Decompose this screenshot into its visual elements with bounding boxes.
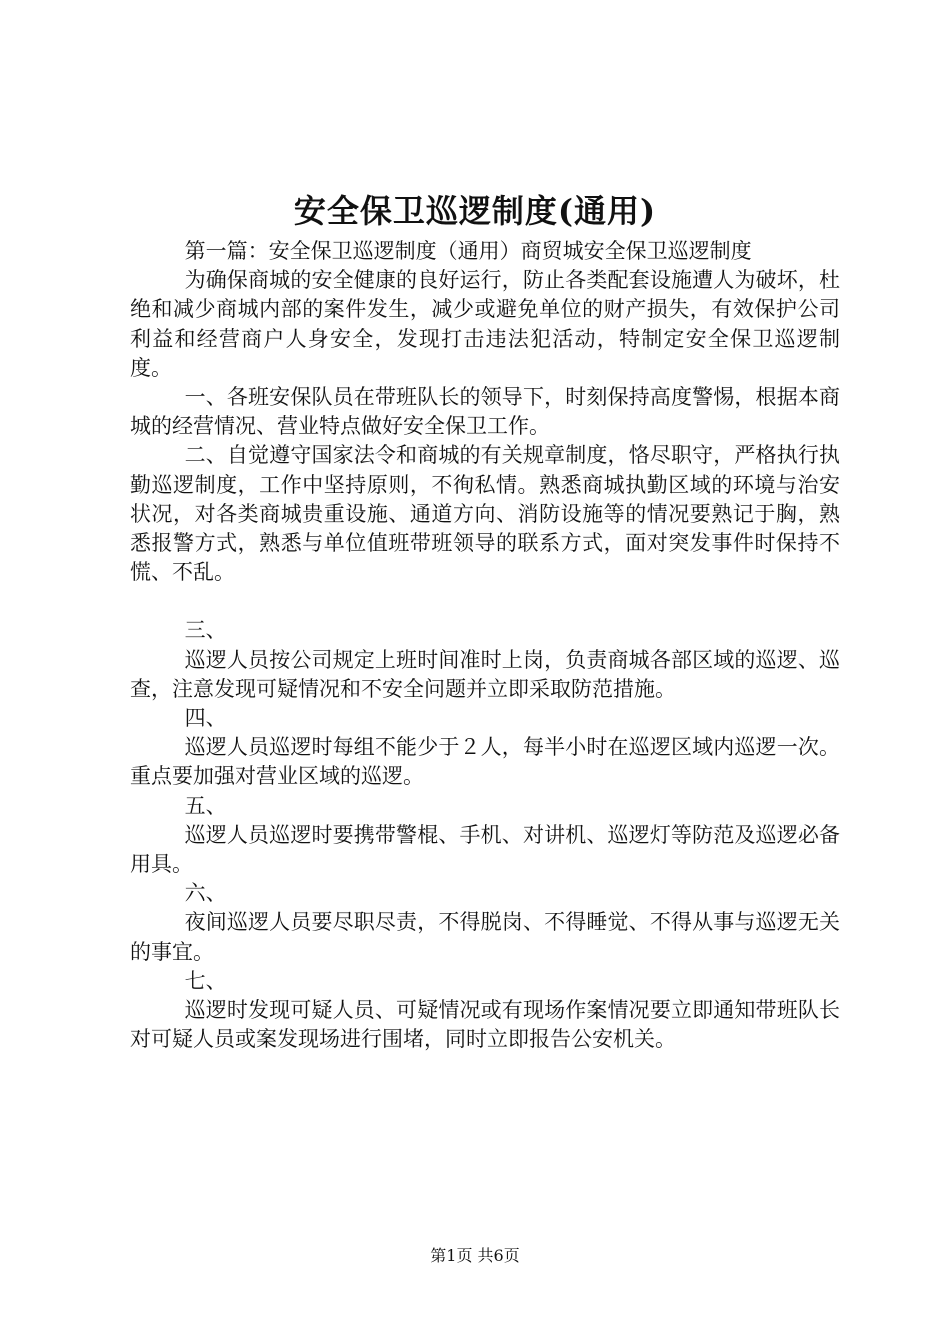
section-number-4: 四、 (184, 706, 227, 731)
section-number-3: 三、 (184, 618, 227, 643)
paragraph-rule-6: 夜间巡逻人员要尽职尽责，不得脱岗、不得睡觉、不得从事与巡逻无关的事宜。 (130, 910, 840, 964)
page-footer: 第1页 共6页 (430, 1246, 520, 1265)
section-number-7: 七、 (184, 968, 227, 993)
document-title: 安全保卫巡逻制度(通用) (293, 192, 657, 230)
section-number-6: 六、 (184, 881, 227, 906)
section-number-5: 五、 (184, 793, 227, 818)
document-body (130, 237, 840, 1054)
paragraph-intro: 为确保商城的安全健康的良好运行，防止各类配套设施遭人为破坏，杜绝和减少商城内部的案件发生，减少或避免单位的财产损失，有效保护公司利益和经营商户人身安全，发现打击违法犯活动，特制定安全保卫巡逻制度。 (130, 268, 840, 380)
paragraph-heading: 第一篇：安全保卫巡逻制度（通用）商贸城安全保卫巡逻制度 (184, 239, 752, 263)
paragraph-rule-2: 二、自觉遵守国家法令和商城的有关规章制度，恪尽职守，严格执行执勤巡逻制度，工作中坚持原则，不徇私情。熟悉商城执勤区域的环境与治安状况，对各类商城贵重设施、通道方向、消防设施等的情况要熟记于胸，熟悉报警方式，熟悉与单位值班带班领导的联系方式，面对突发事件时保持不慌、不乱。 (130, 443, 840, 585)
paragraph-rule-5: 巡逻人员巡逻时要携带警棍、手机、对讲机、巡逻灯等防范及巡逻必备用具。 (130, 822, 840, 877)
paragraph-rule-7: 巡逻时发现可疑人员、可疑情况或有现场作案情况要立即通知带班队长对可疑人员或案发现场进行围堵，同时立即报告公安机关。 (130, 998, 840, 1052)
paragraph-rule-3: 巡逻人员按公司规定上班时间准时上岗，负责商城各部区域的巡逻、巡查，注意发现可疑情况和不安全问题并立即采取防范措施。 (130, 647, 840, 701)
paragraph-rule-1: 一、各班安保队员在带班队长的领导下，时刻保持高度警惕，根据本商城的经营情况、营业特点做好安全保卫工作。 (130, 385, 840, 439)
paragraph-rule-4: 巡逻人员巡逻时每组不能少于２人，每半小时在巡逻区域内巡逻一次。重点要加强对营业区域的巡逻。 (130, 735, 840, 789)
